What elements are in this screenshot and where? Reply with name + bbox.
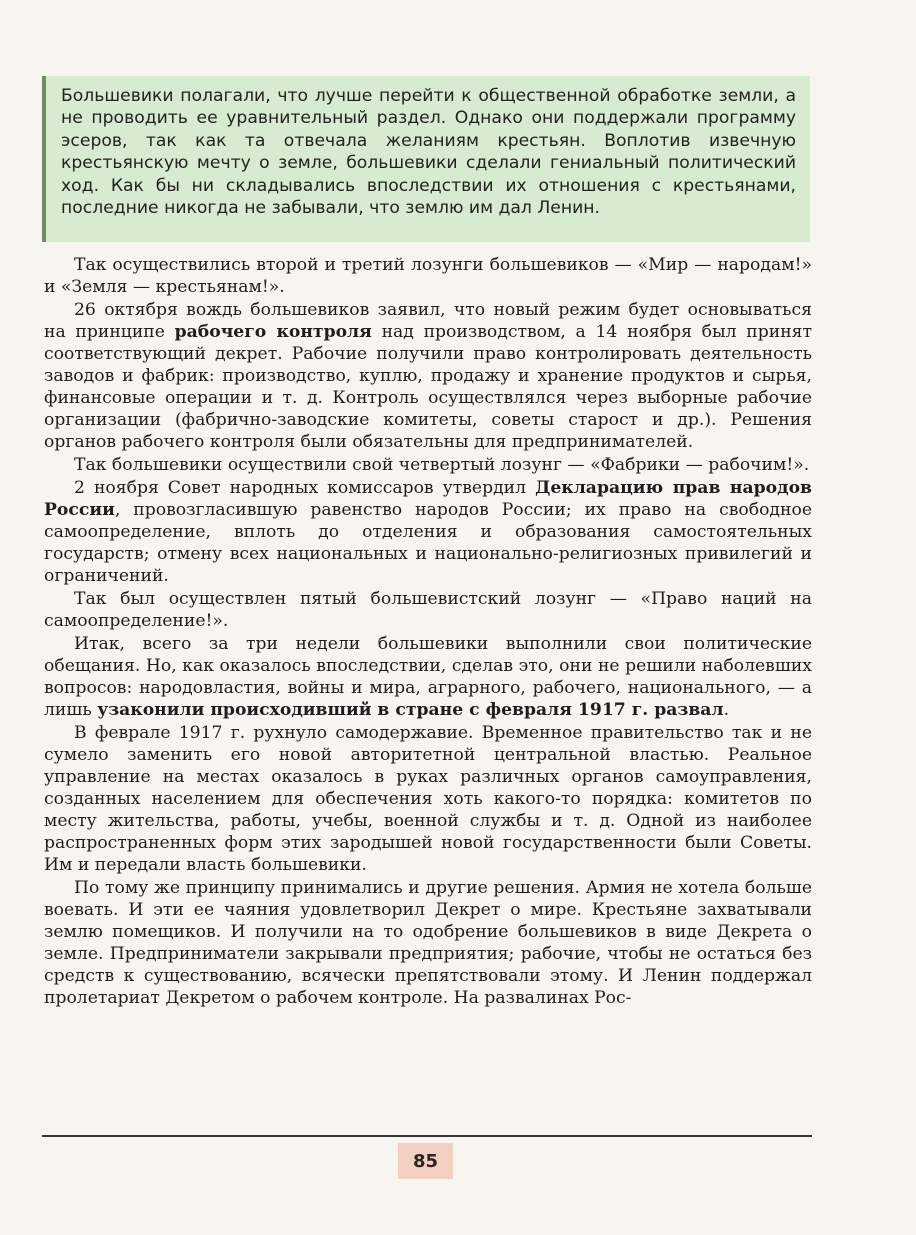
page-number: 85 xyxy=(412,1150,439,1172)
bold-term: рабочего контроля xyxy=(174,322,372,342)
main-text xyxy=(44,254,812,1010)
paragraph-8: По тому же принципу принимались и другие решения. Армия не хотела больше воевать. И эти ее чаяния удовлетворил Декрет о мире. Крестьяне захватывали землю помещиков. И получили на то одобрение большевиков в виде Декрета о земле. Предприниматели закрывали предприятия; рабочие, чтобы не остаться без средств к существованию, всячески препятствовали этому. И Ленин поддержал пролетариат Декретом о рабочем контроле. На развалинах Рос- xyxy=(44,878,812,1008)
paragraph-4: 2 ноября Совет народных комиссаров утвердил Декларацию прав народов России, провозгласившую равенство народов России; их право на свободное самоопределение, вплоть до отделения и образования самостоятельных государств; отмену всех национальных и национально-религиозных привилегий и ограничений. xyxy=(44,478,812,586)
highlight-callout xyxy=(42,76,810,242)
bold-term: Декларацию прав народов России xyxy=(44,478,812,520)
footer-divider xyxy=(42,1135,812,1137)
paragraph-5: Так был осуществлен пятый большевистский лозунг — «Право наций на самоопределение!». xyxy=(44,589,812,631)
page-number-badge xyxy=(398,1143,453,1179)
paragraph-1: Так осуществились второй и третий лозунги большевиков — «Мир — народам!» и «Земля — крестьянам!». xyxy=(44,255,812,297)
paragraph-3: Так большевики осуществили свой четвертый лозунг — «Фабрики — рабочим!». xyxy=(74,455,810,475)
paragraph-6: Итак, всего за три недели большевики выполнили свои политические обещания. Но, как оказалось впоследствии, сделав это, они не решили наболевших вопросов: народовластия, войны и мира, аграрного, рабочего, национального, — а лишь узаконили происходивший в стране с февраля 1917 г. развал. xyxy=(44,634,812,720)
bold-term: узаконили происходивший в стране с февраля 1917 г. развал xyxy=(97,700,724,720)
paragraph-2: 26 октября вождь большевиков заявил, что новый режим будет основываться на принципе рабочего контроля над производством, а 14 ноября был принят соответствующий декрет. Рабочие получили право контролировать деятельность заводов и фабрик: производство, куплю, продажу и хранение продуктов и сырья, финансовые операции и т. д. Контроль осуществлялся через выборные рабочие организации (фабрично-заводские комитеты, советы старост и др.). Решения органов рабочего контроля были обязательны для предпринимателей. xyxy=(44,300,812,452)
callout-text: Большевики полагали, что лучше перейти к общественной обработке земли, а не проводить ее уравнительный раздел. Однако они поддержали программу эсеров, так как та отвечала желаниям крестьян. Воплотив извечную крестьянскую мечту о земле, большевики сделали гениальный политический ход. Как бы ни складывались впоследствии их отношения с крестьянами, последние никогда не забывали, что землю им дал Ленин. xyxy=(61,86,796,219)
paragraph-7: В феврале 1917 г. рухнуло самодержавие. Временное правительство так и не сумело заменить его новой авторитетной центральной властью. Реальное управление на местах оказалось в руках различных органов самоуправления, созданных населением для обеспечения хоть какого-то порядка: комитетов по месту жительства, работы, учебы, военной службы и т. д. Одной из наиболее распространенных форм этих зародышей новой государственности были Советы. Им и передали власть большевики. xyxy=(44,723,812,875)
